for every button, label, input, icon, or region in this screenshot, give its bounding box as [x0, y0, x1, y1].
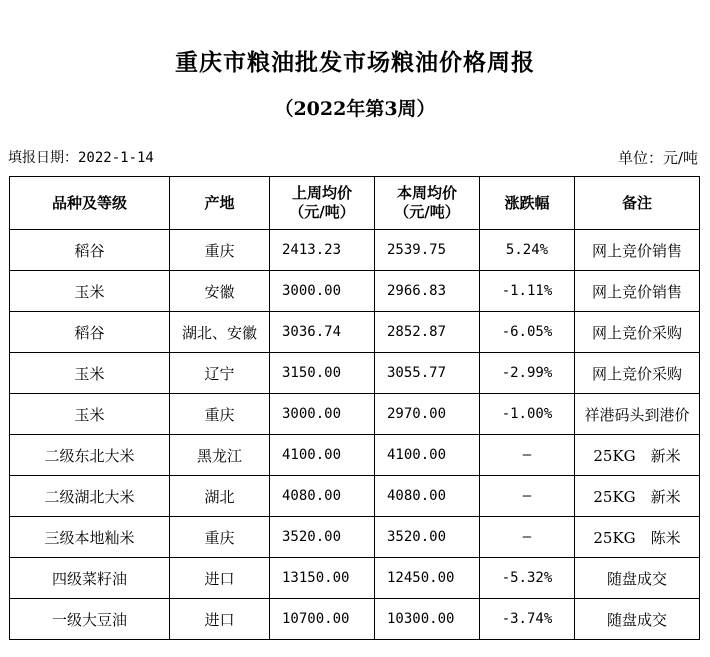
cell-remark: 随盘成交 [575, 558, 700, 599]
table-row [10, 558, 700, 599]
cell-this-week-price: 2966.83 [375, 271, 480, 312]
unit-label: 单位：元/吨 [617, 149, 698, 167]
cell-remark: 25KG 陈米 [575, 517, 700, 558]
report-title: 重庆市粮油批发市场粮油价格周报 [175, 49, 535, 76]
cell-variety: 稻谷 [10, 230, 170, 271]
cell-last-week-price: 10700.00 [270, 599, 375, 640]
cell-this-week-price: 10300.00 [375, 599, 480, 640]
cell-this-week-price: 12450.00 [375, 558, 480, 599]
cell-this-week-price: 3520.00 [375, 517, 480, 558]
cell-variety: 玉米 [10, 394, 170, 435]
cell-origin: 安徽 [170, 271, 270, 312]
cell-variety: 三级本地籼米 [10, 517, 170, 558]
cell-this-week-price: 2852.87 [375, 312, 480, 353]
cell-this-week-price: 4100.00 [375, 435, 480, 476]
cell-change: -1.11% [480, 271, 575, 312]
cell-origin: 进口 [170, 599, 270, 640]
cell-remark: 网上竞价采购 [575, 353, 700, 394]
cell-last-week-price: 13150.00 [270, 558, 375, 599]
table-row [10, 394, 700, 435]
table-row [10, 599, 700, 640]
header-change: 涨跌幅 [480, 177, 575, 230]
table-row [10, 476, 700, 517]
cell-origin: 湖北、安徽 [170, 312, 270, 353]
cell-variety: 玉米 [10, 271, 170, 312]
cell-change: — [480, 476, 575, 517]
header-origin: 产地 [170, 177, 270, 230]
cell-change: 5.24% [480, 230, 575, 271]
cell-variety: 二级东北大米 [10, 435, 170, 476]
cell-origin: 黑龙江 [170, 435, 270, 476]
cell-this-week-price: 3055.77 [375, 353, 480, 394]
cell-remark: 网上竞价采购 [575, 312, 700, 353]
cell-remark: 网上竞价销售 [575, 271, 700, 312]
header-last-week-price: 上周均价 （元/吨） [270, 177, 375, 230]
cell-change: -6.05% [480, 312, 575, 353]
cell-last-week-price: 3000.00 [270, 394, 375, 435]
cell-variety: 四级菜籽油 [10, 558, 170, 599]
cell-change: -5.32% [480, 558, 575, 599]
table-row [10, 230, 700, 271]
cell-last-week-price: 4080.00 [270, 476, 375, 517]
cell-remark: 随盘成交 [575, 599, 700, 640]
cell-origin: 进口 [170, 558, 270, 599]
cell-origin: 重庆 [170, 230, 270, 271]
table-row [10, 517, 700, 558]
report-subtitle: （2022年第3周） [274, 98, 436, 120]
cell-origin: 湖北 [170, 476, 270, 517]
cell-this-week-price: 2970.00 [375, 394, 480, 435]
cell-variety: 玉米 [10, 353, 170, 394]
table-row [10, 271, 700, 312]
cell-remark: 祥港码头到港价 [575, 394, 700, 435]
cell-change: -1.00% [480, 394, 575, 435]
table-row [10, 353, 700, 394]
fill-date: 填报日期：2022-1-14 [8, 150, 154, 166]
table-row [10, 312, 700, 353]
cell-remark: 25KG 新米 [575, 476, 700, 517]
cell-this-week-price: 2539.75 [375, 230, 480, 271]
cell-last-week-price: 4100.00 [270, 435, 375, 476]
cell-variety: 稻谷 [10, 312, 170, 353]
cell-change: -2.99% [480, 353, 575, 394]
cell-last-week-price: 3036.74 [270, 312, 375, 353]
cell-last-week-price: 3000.00 [270, 271, 375, 312]
cell-origin: 重庆 [170, 517, 270, 558]
cell-remark: 网上竞价销售 [575, 230, 700, 271]
header-variety: 品种及等级 [10, 177, 170, 230]
header-remark: 备注 [575, 177, 700, 230]
cell-variety: 一级大豆油 [10, 599, 170, 640]
price-table [9, 176, 700, 640]
cell-last-week-price: 3150.00 [270, 353, 375, 394]
cell-this-week-price: 4080.00 [375, 476, 480, 517]
cell-variety: 二级湖北大米 [10, 476, 170, 517]
table-row [10, 435, 700, 476]
cell-remark: 25KG 新米 [575, 435, 700, 476]
cell-origin: 重庆 [170, 394, 270, 435]
table-header-row [10, 177, 700, 230]
cell-last-week-price: 2413.23 [270, 230, 375, 271]
header-this-week-price: 本周均价 （元/吨） [375, 177, 480, 230]
cell-change: — [480, 517, 575, 558]
cell-origin: 辽宁 [170, 353, 270, 394]
cell-change: -3.74% [480, 599, 575, 640]
cell-last-week-price: 3520.00 [270, 517, 375, 558]
cell-change: — [480, 435, 575, 476]
